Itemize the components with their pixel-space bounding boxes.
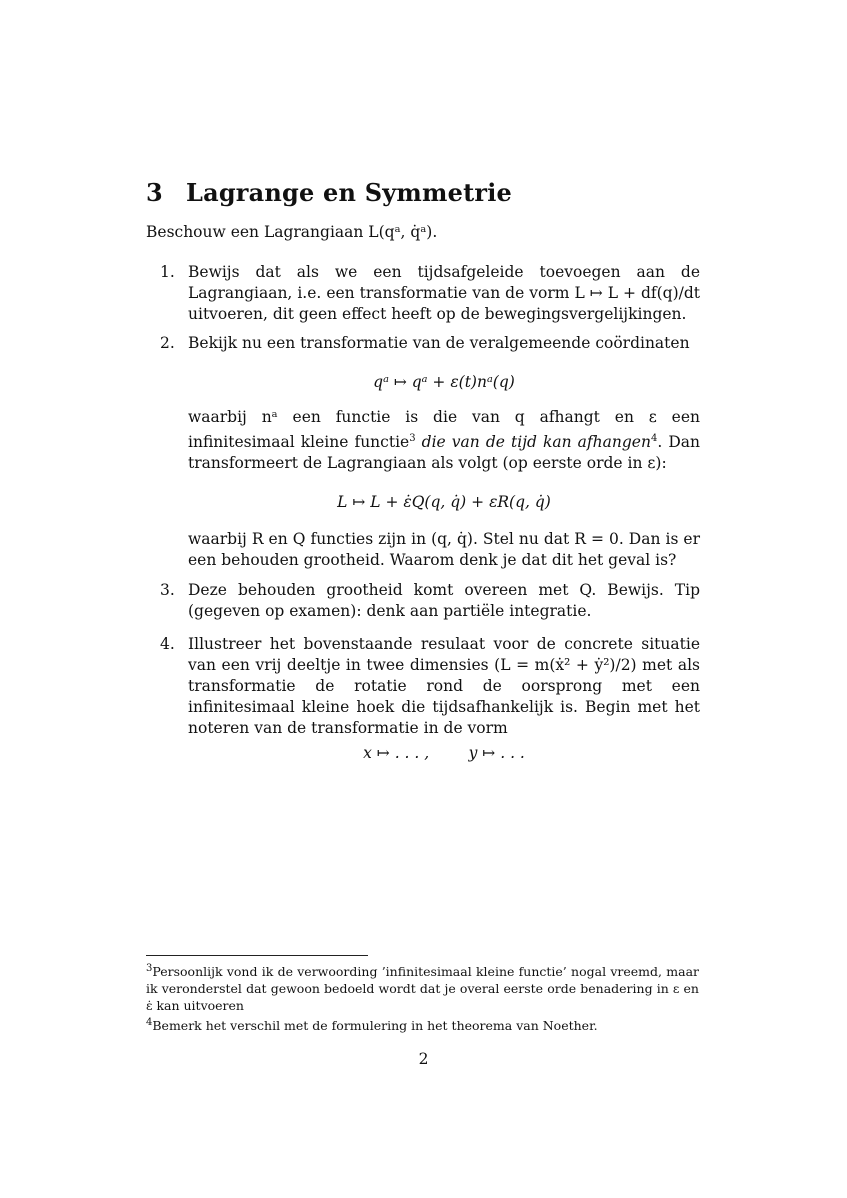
footnote-mark: 4: [146, 1017, 153, 1029]
section-title: Lagrange en Symmetrie: [186, 178, 512, 207]
footnotes: [146, 960, 699, 1034]
footnote-4: [146, 1014, 699, 1034]
emphasis-text: die van de tijd kan afhangen: [421, 433, 651, 452]
list-item-text: Illustreer het bovenstaande resulaat voor de concrete situatie van een vrij deeltje in twee dimensies (L = m(ẋ² + ẏ²)/2) met als transformatie de rotatie rond de oorsprong met een infinitesimaal kleine hoek die tijdsafhankelijk is. Begin met het noteren van de transformatie in de vorm: [188, 635, 700, 737]
section-number: 3: [146, 178, 163, 207]
list-item-text: Bekijk nu een transformatie van de veralgemeende coördinaten: [188, 334, 690, 352]
text-span: waarbij nᵃ een functie is die van q afhangt en ε een infinitesimaal kleine functie: [188, 408, 700, 452]
footnote-3: [146, 960, 699, 1014]
footnote-text: Persoonlijk vond ik de verwoording ’infinitesimaal kleine functie’ nogal vreemd, maar ik veronderstel dat gewoon bedoeld wordt dat je overal eerste orde benadering in ε en ε̇ kan uitvoeren: [146, 964, 699, 1014]
footnote-ref: 3: [409, 433, 416, 444]
list-item-4: [160, 634, 700, 778]
equation-lagrangian: L ↦ L + ε̇Q(q, q̇) + εR(q, q̇): [337, 493, 551, 512]
list-item-text: Deze behouden grootheid komt overeen met Q. Bewijs. Tip (gegeven op examen): denk aan partiële integratie.: [188, 581, 700, 620]
intro-paragraph: Beschouw een Lagrangiaan L(qᵃ, q̇ᵃ).: [146, 223, 438, 241]
list-item-label: 3.: [160, 581, 175, 599]
equation-rotation: x ↦ . . . , y ↦ . . .: [363, 744, 525, 762]
list-item-text: [188, 407, 700, 474]
section-heading: [146, 178, 512, 207]
footnote-rule: [146, 955, 368, 956]
footnote-ref: 4: [650, 433, 658, 444]
footnote-mark: 3: [146, 963, 153, 974]
list-item-3: [160, 580, 700, 622]
list-item-label: 2.: [160, 334, 175, 352]
list-item-label: 1.: [160, 263, 175, 281]
page-number: 2: [418, 1050, 429, 1068]
list-item-2: [160, 333, 700, 571]
footnote-text: Bemerk het verschil met de formulering in het theorema van Noether.: [152, 1018, 598, 1034]
text-span: . Dan transformeert de Lagrangiaan als volgt (op eerste orde in ε):: [188, 433, 700, 473]
list-item-1: [160, 262, 700, 325]
list-item-label: 4.: [160, 635, 175, 653]
list-item-text: waarbij R en Q functies zijn in (q, q̇). Stel nu dat R = 0. Dan is er een behouden grootheid. Waarom denk je dat dit het geval is?: [188, 530, 700, 570]
equation-transformation: qᵃ ↦ qᵃ + ε(t)nᵃ(q): [373, 373, 515, 391]
list-item-text: Bewijs dat als we een tijdsafgeleide toevoegen aan de Lagrangiaan, i.e. een transformatie van de vorm L ↦ L + df(q)/dt uitvoeren, dit geen effect heeft op de bewegingsvergelijkingen.: [188, 263, 700, 323]
